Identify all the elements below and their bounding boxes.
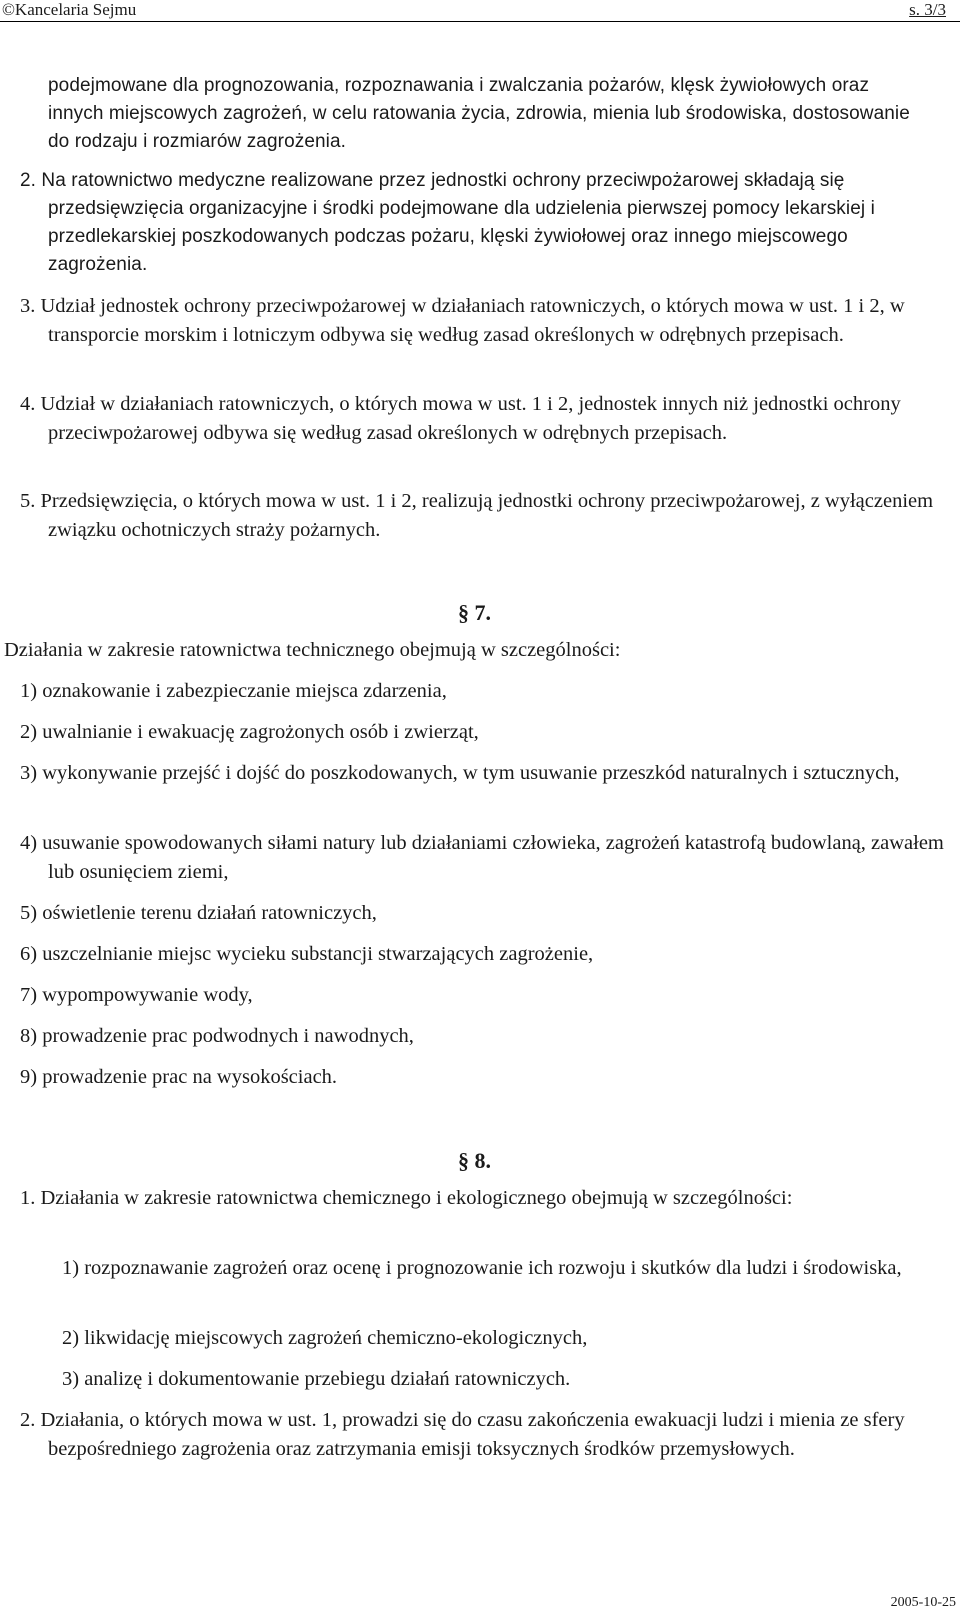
page-header — [0, 0, 960, 22]
s7-item-3: 3) wykonywanie przejść i dojść do poszkodowanych, w tym usuwanie przeszkód naturalnych i sztucznych, — [20, 762, 900, 784]
s8-item-2: 2) likwidację miejscowych zagrożeń chemiczno-ekologicznych, — [62, 1327, 588, 1349]
s8-item-1: 1) rozpoznawanie zagrożeń oraz ocenę i prognozowanie ich rozwoju i skutków dla ludzi i środowiska, — [62, 1257, 902, 1279]
s6-para-5: 5. Przedsięwzięcia, o których mowa w ust. 1 i 2, realizują jednostki ochrony przeciwpożarowej, z wyłączeniem związku ochotniczych straży pożarnych. — [20, 490, 934, 541]
s7-item-6: 6) uszczelnianie miejsc wycieku substancji stwarzających zagrożenie, — [20, 943, 594, 965]
publisher-label: ©Kancelaria Sejmu — [2, 0, 137, 19]
s6-para-3: 3. Udział jednostek ochrony przeciwpożarowej w działaniach ratowniczych, o których mowa w ust. 1 i 2, w transporcie morskim i lotniczym odbywa się według zasad określonych w odrębnych przepisach. — [20, 295, 905, 346]
s7-item-7: 7) wypompowywanie wody, — [20, 984, 253, 1006]
s8-item-3: 3) analizę i dokumentowanie przebiegu działań ratowniczych. — [62, 1368, 571, 1390]
document-date: 2005-10-25 — [890, 1595, 956, 1610]
section-7-heading: § 7. — [458, 600, 491, 625]
s7-item-2: 2) uwalnianie i ewakuację zagrożonych osób i zwierząt, — [20, 721, 479, 743]
s6-continuation: podejmowane dla prognozowania, rozpoznawania i zwalczania pożarów, klęsk żywiołowych oraz innych miejscowych zagrożeń, w celu ratowania życia, zdrowia, mienia lub środowiska, dostosowanie do rodzaju i rozmiarów zagrożenia. — [48, 75, 910, 152]
s8-para-1: 1. Działania w zakresie ratownictwa chemicznego i ekologicznego obejmują w szczególności: — [20, 1187, 793, 1209]
header-rule — [0, 21, 960, 22]
section-8-heading: § 8. — [458, 1148, 491, 1173]
s6-para-2: 2. Na ratownictwo medyczne realizowane przez jednostki ochrony przeciwpożarowej składają się przedsięwzięcia organizacyjne i środki podejmowane dla udzielenia pierwszej pomocy lekarskiej i przedlekarskiej poszkodowanych podczas pożaru, klęski żywiołowej oraz innego miejscowego zagrożenia. — [20, 170, 875, 275]
s7-item-5: 5) oświetlenie terenu działań ratowniczych, — [20, 902, 377, 924]
s7-intro: Działania w zakresie ratownictwa technicznego obejmują w szczególności: — [4, 639, 621, 661]
s8-para-2: 2. Działania, o których mowa w ust. 1, prowadzi się do czasu zakończenia ewakuacji ludzi i mienia ze sfery bezpośredniego zagrożenia oraz zatrzymania emisji toksycznych środków przemysłowych. — [20, 1409, 905, 1460]
s7-item-8: 8) prowadzenie prac podwodnych i nawodnych, — [20, 1025, 414, 1047]
s7-item-1: 1) oznakowanie i zabezpieczanie miejsca zdarzenia, — [20, 680, 447, 702]
page-number: s. 3/3 — [909, 0, 946, 19]
s7-item-9: 9) prowadzenie prac na wysokościach. — [20, 1066, 338, 1088]
s7-item-4: 4) usuwanie spowodowanych siłami natury lub działaniami człowieka, zagrożeń katastrofą budowlaną, zawałem lub osunięciem ziemi, — [20, 832, 944, 883]
s6-para-4: 4. Udział w działaniach ratowniczych, o których mowa w ust. 1 i 2, jednostek innych niż jednostki ochrony przeciwpożarowej odbywa się według zasad określonych w odrębnych przepisach. — [20, 393, 901, 444]
